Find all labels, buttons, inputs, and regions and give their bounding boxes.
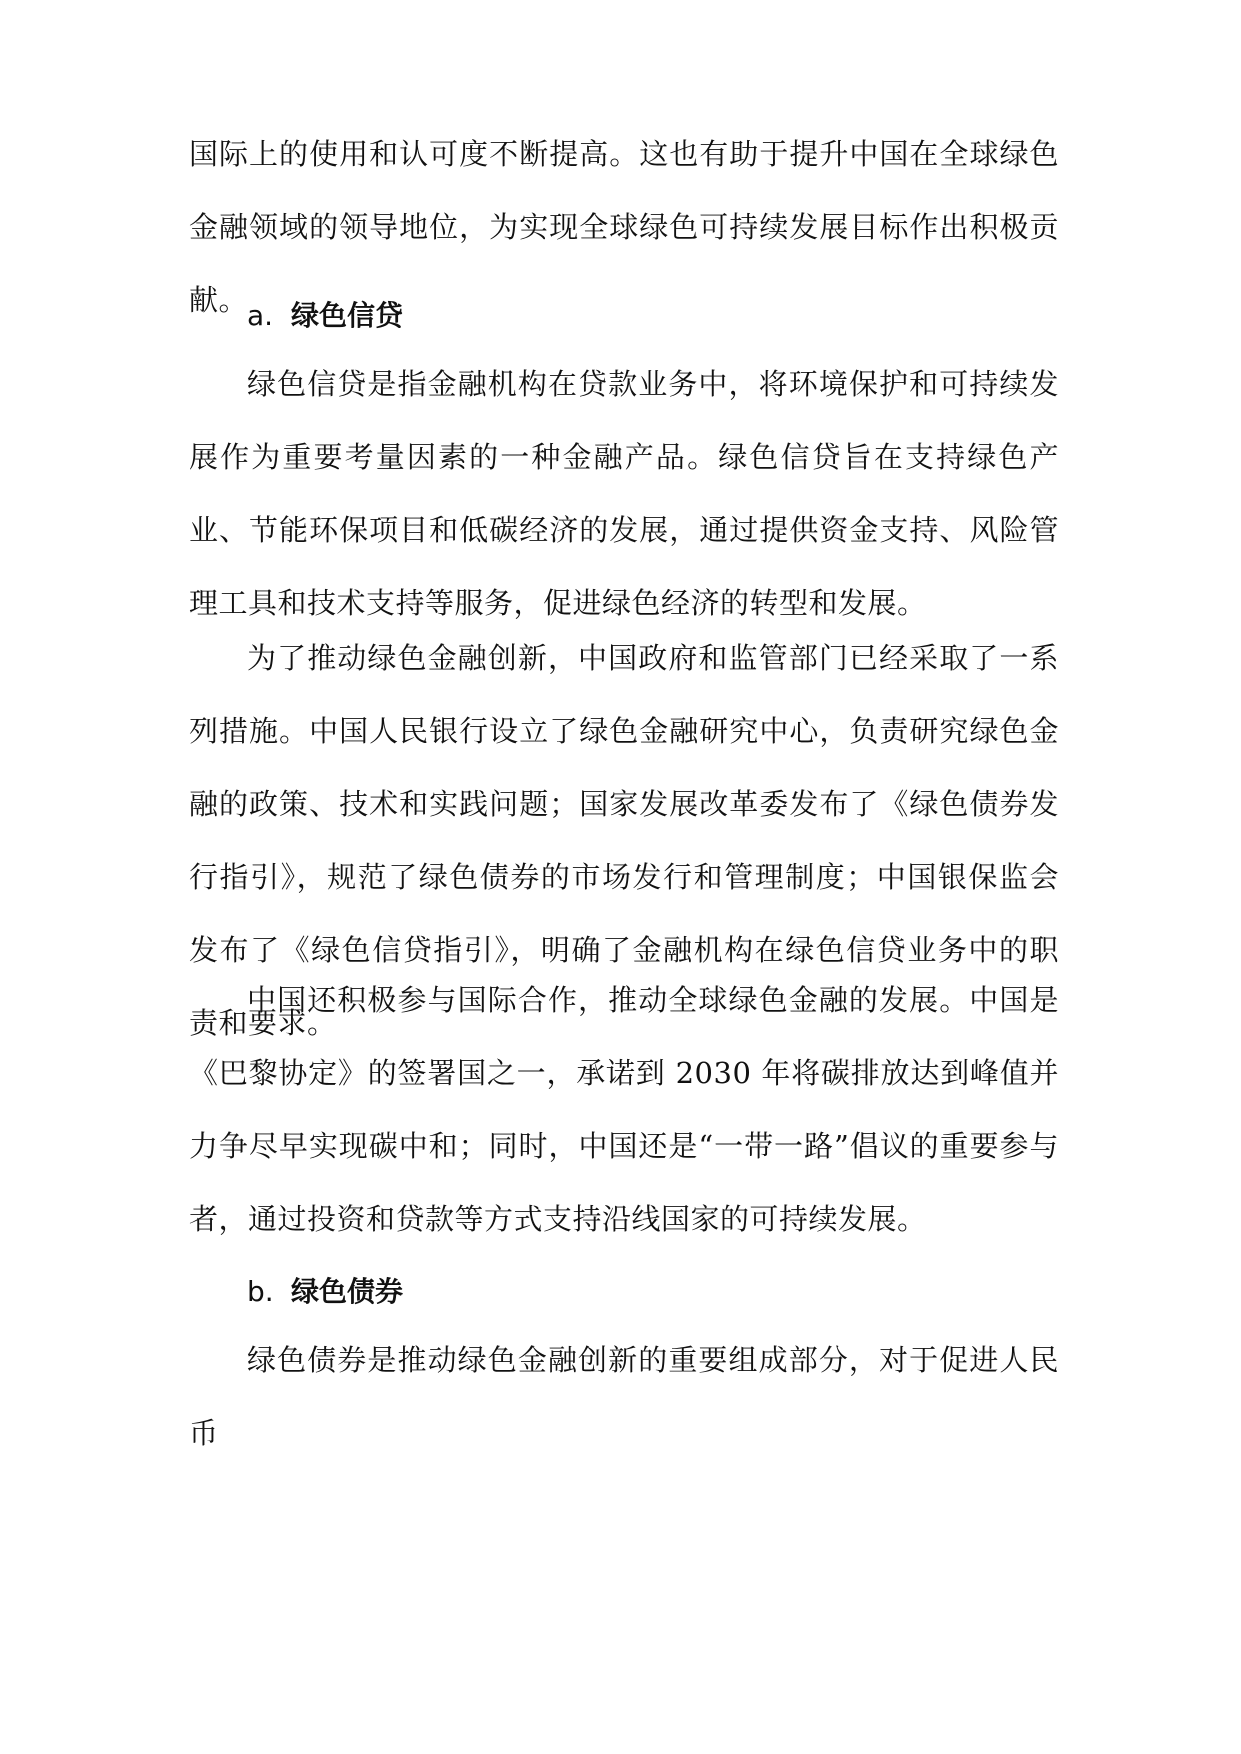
section-heading-green-bonds [247,1272,403,1312]
paragraph-international-cooperation: 中国还积极参与国际合作，推动全球绿色金融的发展。中国是《巴黎协定》的签署国之一，承诺到 2030 年将碳排放达到峰值并力争尽早实现碳中和；同时，中国还是“一带一路”倡议的重要参与者，通过投资和贷款等方式支持沿线国家的可持续发展。 [189,983,1059,1236]
paragraph-green-bonds-intro: 绿色债券是推动绿色金融创新的重要组成部分，对于促进人民币 [189,1343,1059,1450]
section-title-green-credit: 绿色信贷 [291,299,404,332]
paragraph-green-credit-definition: 绿色信贷是指金融机构在贷款业务中，将环境保护和可持续发展作为重要考量因素的一种金融产品。绿色信贷旨在支持绿色产业、节能环保项目和低碳经济的发展，通过提供资金支持、风险管理工具和技术支持等服务，促进绿色经济的转型和发展。 [189,367,1059,620]
section-title-green-bonds: 绿色债券 [291,1275,404,1308]
section-marker-b: b. [247,1275,274,1308]
section-heading-green-credit [247,296,403,336]
paragraph-policy-measures: 为了推动绿色金融创新，中国政府和监管部门已经采取了一系列措施。中国人民银行设立了绿色金融研究中心，负责研究绿色金融的政策、技术和实践问题；国家发展改革委发布了《绿色债券发行指引》，规范了绿色债券的市场发行和管理制度；中国银保监会发布了《绿色信贷指引》，明确了金融机构在绿色信贷业务中的职责和要求。 [189,641,1059,1040]
paragraph-intro-continuation: 国际上的使用和认可度不断提高。这也有助于提升中国在全球绿色金融领域的领导地位，为实现全球绿色可持续发展目标作出积极贡献。 [189,137,1059,317]
section-marker-a: a. [247,299,274,332]
